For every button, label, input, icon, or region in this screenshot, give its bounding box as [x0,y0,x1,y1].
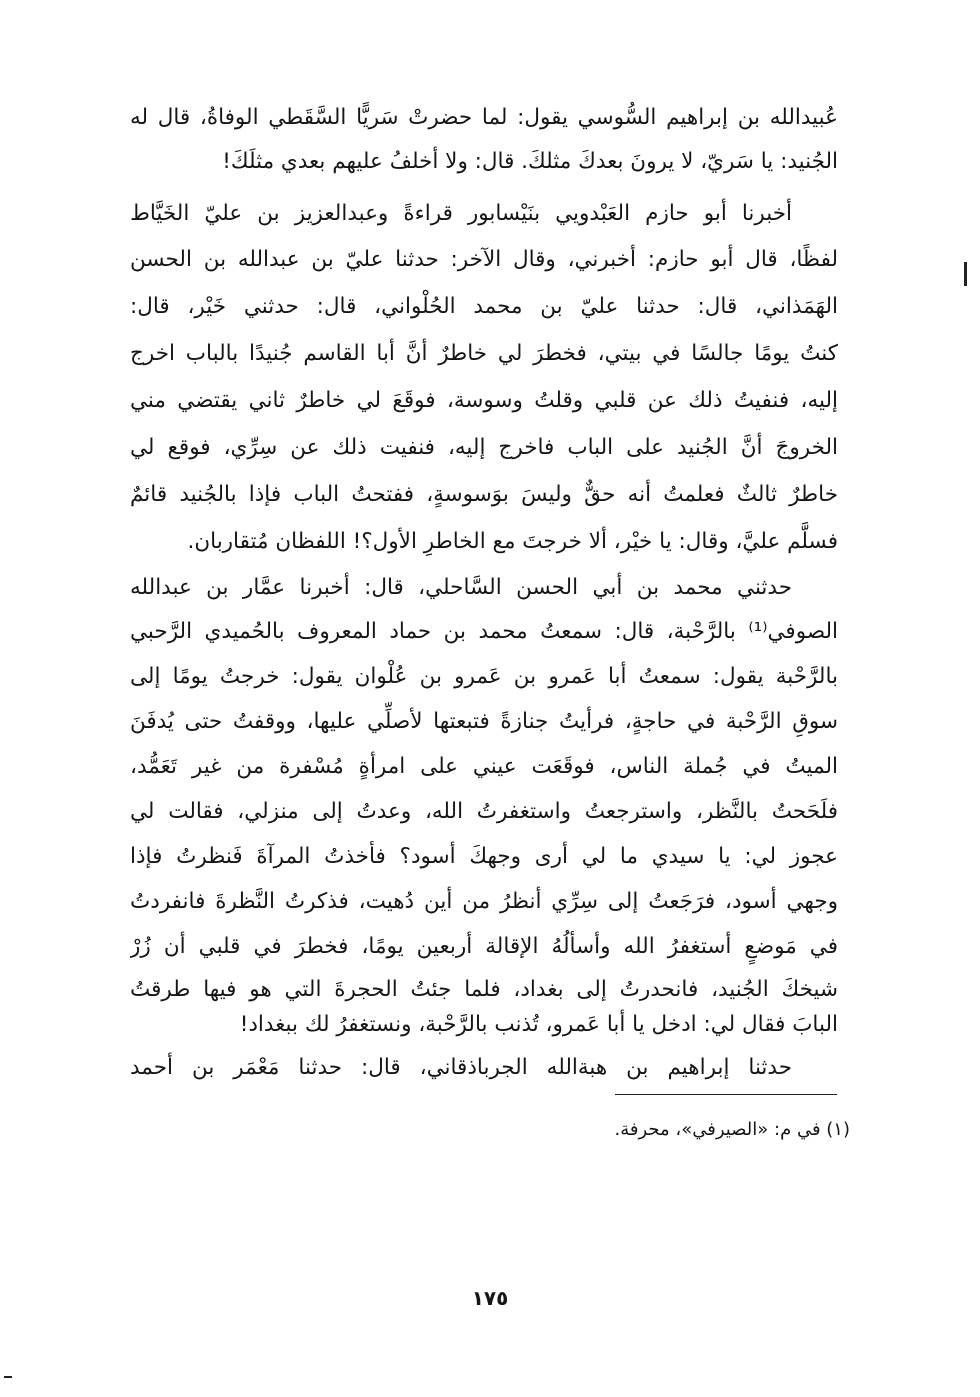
text-line: الصوفي⁽¹⁾ بالرَّحْبة، قال: سمعتُ محمد بن حماد المعروف بالحُميدي الرَّحبي [130,619,838,644]
text-line: الميتُ في جُملة الناس، فوقَعَت عيني على امرأةٍ مُسْفرة من غير تَعَمُّد، [130,754,838,779]
text-line: الجُنيد: يا سَريّ، لا يرونَ بعدكَ مثلكَ. قال: ولا أخلفُ عليهم بعدي مثلَكَ! [222,149,838,174]
text-line: عجوز لي: يا سيدي ما لي أرى وجهكَ أسود؟ فأخذتُ المرآةَ فَنظرتُ فإذا [130,844,838,869]
scan-mark [964,262,967,286]
text-line: حدثنا إبراهيم بن هبةالله الجرباذقاني، قال: حدثنا مَعْمَر بن أحمد [130,1055,792,1080]
text-line: أخبرنا أبو حازم العَبْدويي بنَيْسابور قراءةً وعبدالعزيز بن عليّ الخَيَّاط [130,201,792,226]
text-line: وجهي أسود، فرَجَعتُ إلى سِرِّي أنظرُ من أين دُهيت، فذكرتُ النَّظرةَ فانفردتُ [130,889,838,914]
page-number: ١٧٥ [471,1286,509,1310]
text-line: فسلَّم عليَّ، وقال: يا خيْر، ألا خرجتَ مع الخاطرِ الأول؟! اللفظان مُتقاربان. [187,529,838,554]
text-line: خاطرٌ ثالثٌ فعلمتُ أنه حقٌّ وليسَ بوَسوسةٍ، ففتحتُ الباب فإذا بالجُنيد قائمٌ [130,482,838,507]
scan-mark [4,1376,12,1378]
footnote-separator [615,1094,837,1095]
text-line: شيخكَ الجُنيد، فانحدرتُ إلى بغداد، فلما جئتُ الحجرةَ التي هو فيها طرقتُ [130,977,838,1002]
text-line: الهَمَذاني، قال: حدثنا عليّ بن محمد الحُلْواني، قال: حدثني خَيْر، قال: [130,294,838,319]
text-line: كنتُ يومًا جالسًا في بيتي، فخطرَ لي خاطرٌ أنَّ أبا القاسم جُنيدًا بالباب اخرج [130,341,838,366]
text-line: فلَحَحتُ بالنَّظر، واسترجعتُ واستغفرتُ الله، وعدتُ إلى منزلي، فقالت لي [130,799,838,824]
text-line: لفظًا، قال أبو حازم: أخبرني، وقال الآخر: حدثنا عليّ بن عبدالله بن الحسن [130,247,838,272]
text-line: في مَوضعٍ أستغفرُ الله وأسألُهُ الإقالة أربعين يومًا، فخطرَ في قلبي أن زُرْ [130,934,838,959]
text-line: بالرَّحْبة يقول: سمعتُ أبا عَمرو بن عَمرو بن عُلْوان يقول: خرجتُ يومًا إلى [130,664,838,689]
text-line: عُبيدالله بن إبراهيم السُّوسي يقول: لما حضرتْ سَريًّا السَّقَطي الوفاةُ، قال له [130,105,838,130]
text-line: الخروجَ أنَّ الجُنيد على الباب فاخرج إليه، فنفيت ذلك عن سِرِّي، فوقع لي [130,435,838,460]
text-line: حدثني محمد بن أبي الحسن السَّاحلي، قال: أخبرنا عمَّار بن عبدالله [130,575,792,600]
text-line: إليه، فنفيتُ ذلك عن قلبي وقلتُ وسوسة، فوقَعَ لي خاطرٌ ثاني يقتضي مني [130,388,838,413]
text-line: البابَ فقال لي: ادخل يا أبا عَمرو، تُذنب بالرَّحْبة، ونستغفرُ لك ببغداد! [239,1012,838,1037]
text-line: سوقِ الرَّحْبة في حاجةٍ، فرأيتُ جنازةً فتبعتها لأصلِّي عليها، ووقفتُ حتى يُدفَنَ [130,709,838,734]
footnote: (١) في م: «الصيرفي»، محرفة. [614,1119,850,1140]
